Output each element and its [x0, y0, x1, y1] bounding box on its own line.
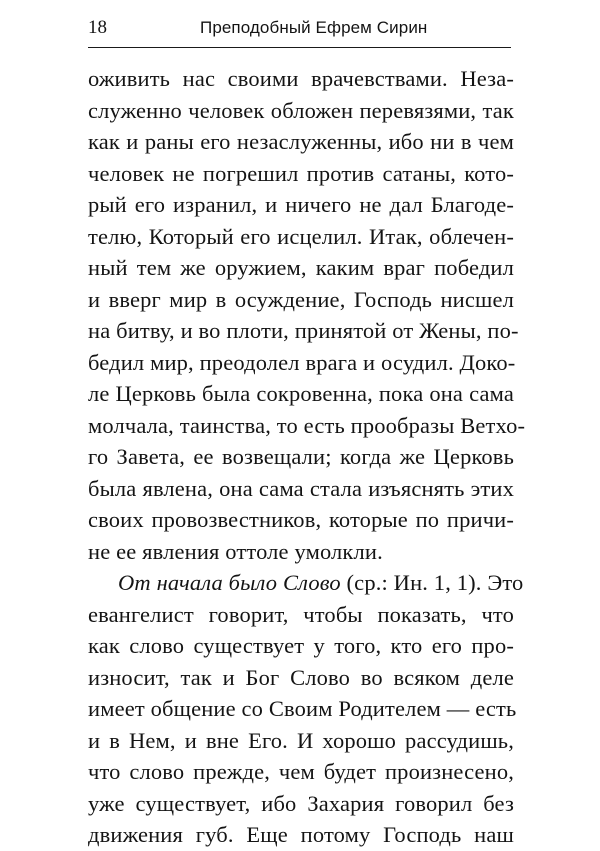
text-line: и вверг мир в осуждение, Господь нисшел — [88, 286, 514, 312]
text-line: на битву, и во плоти, принятой от Жены, по- — [88, 318, 519, 343]
body-text — [88, 63, 526, 851]
text-line: имеет общение со Своим Родителем — есть — [88, 696, 517, 721]
scripture-quote: От начала было Слово — [118, 570, 341, 595]
text-line: что слово прежде, чем будет произнесено, — [88, 759, 514, 784]
header-divider — [88, 47, 511, 48]
text-line: ный тем же оружием, каким враг победил — [88, 255, 514, 280]
page-number: 18 — [88, 17, 107, 38]
text-line: го Завета, ее возвещали; когда же Церковь — [88, 444, 514, 469]
text-line: и в Нем, и вне Его. И хорошо рассудишь, — [88, 727, 514, 753]
running-head — [88, 12, 511, 46]
text-line: человек не погрешил против сатаны, кото- — [88, 160, 514, 186]
text-line: рый его изранил, и ничего не дал Благоде- — [88, 192, 514, 217]
text-line: телю, Который его исцелил. Итак, облечен- — [88, 223, 514, 249]
running-head-title: Преподобный Ефрем Сирин — [200, 18, 428, 37]
text-line: не ее явления оттоле умолкли. — [88, 538, 383, 564]
text-line: своих провозвестников, которые по причи- — [88, 507, 514, 532]
text-line: износит, так и Бог Слово во всяком деле — [88, 664, 514, 690]
text-line: служенно человек обложен перевязями, так — [88, 97, 514, 123]
text-line: ле Церковь была сокровенна, пока она сама — [88, 381, 514, 406]
text-line: молчала, таинства, то есть прообразы Ветхо- — [88, 412, 526, 438]
paragraph-first-line — [88, 567, 524, 599]
text-line: была явлена, она сама стала изъяснять этих — [88, 475, 514, 501]
text-line: евангелист говорит, чтобы показать, что — [88, 601, 514, 627]
text-line: уже существует, ибо Захария говорил без — [88, 790, 514, 816]
scripture-reference: (ср.: Ин. 1, 1). Это — [340, 570, 524, 595]
text-line: как и раны его незаслуженны, ибо ни в чем — [88, 129, 514, 154]
text-line: бедил мир, преодолел врага и осудил. Доко- — [88, 349, 516, 375]
text-line: как слово существует у того, кто его про- — [88, 633, 514, 658]
text-line: оживить нас своими врачевствами. Неза- — [88, 66, 514, 91]
text-line: движения губ. Еще потому Господь наш — [88, 822, 514, 847]
